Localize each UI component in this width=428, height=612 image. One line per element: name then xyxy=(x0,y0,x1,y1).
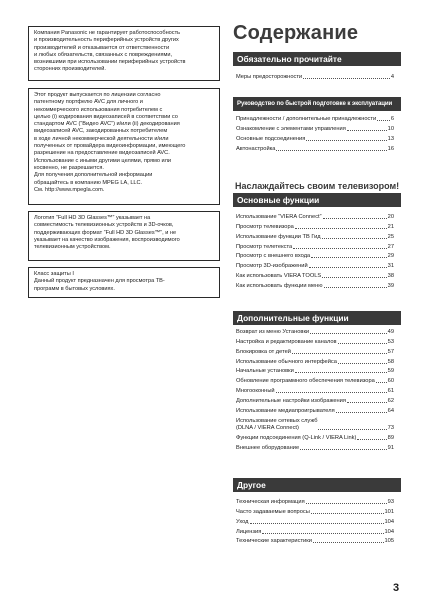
toc-quick-guide-list xyxy=(236,113,394,153)
3d-glasses-notice: Логотип “Full HD 3D Glasses™” указывает на совместимость телевизионных устройств и 3D-очков, поддерживающих формат “Full HD 3D Glasses™”, и не указывает на качество изображения, воспроизводимого телевизионным устройством. xyxy=(28,211,220,261)
toc-entry-label: Лицензия xyxy=(236,528,262,535)
toc-entry[interactable] xyxy=(236,516,394,526)
toc-entry-label: Просмотр с внешнего входа xyxy=(236,253,311,260)
toc-entry-label: Использование “VIERA Connect” xyxy=(236,213,322,220)
toc-entry[interactable] xyxy=(236,536,394,546)
toc-leader-dots xyxy=(347,130,387,131)
toc-entry-page: 20 xyxy=(387,213,394,220)
toc-entry-label: Просмотр телетекста xyxy=(236,243,293,250)
toc-entry[interactable] xyxy=(236,385,394,395)
toc-entry-page: 101 xyxy=(384,508,394,515)
toc-entry[interactable] xyxy=(236,133,394,143)
toc-entry[interactable] xyxy=(236,123,394,133)
toc-entry-label: Начальные установки xyxy=(236,368,294,375)
toc-entry[interactable] xyxy=(236,395,394,405)
section-heading-basic: Основные функции xyxy=(233,193,401,207)
enjoy-subheading: Наслаждайтесь своим телевизором! xyxy=(235,181,400,191)
toc-leader-dots xyxy=(311,513,384,514)
toc-entry-label: Использование функции ТВ Гид xyxy=(236,233,321,240)
toc-entry-label: Обновление программного обеспечения телевизора xyxy=(236,378,375,385)
section-heading-must-read: Обязательно прочитайте xyxy=(233,52,401,66)
toc-entry-label: Основные подсоединения xyxy=(236,135,306,142)
toc-entry[interactable] xyxy=(236,366,394,376)
toc-leader-dots xyxy=(306,503,387,504)
toc-entry-label: Технические характеристики xyxy=(236,538,312,545)
toc-entry-label: Ознакомление с элементами управления xyxy=(236,125,346,132)
toc-entry[interactable] xyxy=(236,71,394,81)
toc-entry[interactable] xyxy=(236,442,394,452)
toc-entry-label: Возврат из меню Установки xyxy=(236,328,310,335)
toc-leader-dots xyxy=(338,363,387,364)
toc-leader-dots xyxy=(309,267,387,268)
section-heading-advanced: Дополнительные функции xyxy=(233,311,401,325)
toc-entry-page: 64 xyxy=(387,408,394,415)
toc-entry-label: Принадлежности / дополнительные принадлежности xyxy=(236,115,377,122)
toc-entry-page: 73 xyxy=(387,425,394,432)
toc-entry[interactable] xyxy=(236,270,394,280)
toc-entry-label: Как использовать функции меню xyxy=(236,283,323,290)
toc-leader-dots xyxy=(276,392,387,393)
toc-entry-page: 60 xyxy=(387,378,394,385)
toc-leader-dots xyxy=(318,429,386,430)
toc-entry-page: 39 xyxy=(387,283,394,290)
toc-leader-dots xyxy=(250,523,384,524)
toc-entry-page: 59 xyxy=(387,368,394,375)
toc-leader-dots xyxy=(324,287,387,288)
toc-leader-dots xyxy=(322,277,386,278)
toc-leader-dots xyxy=(377,120,390,121)
toc-entry-page: 104 xyxy=(384,518,394,525)
toc-entry-page: 31 xyxy=(387,263,394,270)
toc-entry[interactable] xyxy=(236,231,394,241)
toc-entry[interactable] xyxy=(236,251,394,261)
toc-entry[interactable] xyxy=(236,241,394,251)
toc-entry-label: Меры предосторожности xyxy=(236,73,303,80)
toc-leader-dots xyxy=(310,333,387,334)
toc-entry-page: 91 xyxy=(387,444,394,451)
toc-entry-label: Автонастройка xyxy=(236,145,276,152)
section-heading-quick-guide: Руководство по быстрой подготовке к эксплуатации xyxy=(233,97,401,111)
toc-entry[interactable] xyxy=(236,211,394,221)
toc-entry[interactable] xyxy=(236,432,394,442)
toc-entry-page: 21 xyxy=(387,223,394,230)
toc-entry[interactable] xyxy=(236,356,394,366)
avc-license-notice: Этот продукт выпускается по лицензии согласно патентному портфелю AVC для личного и некоммерческого использования потребителем с целью (i) кодирования видеозаписей в соответствии со стандартом AVC (“Видео AVC”) и/или (ii) декодирования видеозаписей AVC, закодированных потребителем в ходе личной некоммерческой деятельности и/или полученных от провайдера видеоинформации, имеющего разрешение на предоставление видеозаписей AVC. Использование с иными другими целями, прямо или косвенно, не разрешается. Для получения дополнительной информации обращайтесь в компанию MPEG LA, LLC. См. http://www.mpegla.com. xyxy=(28,88,220,205)
toc-entry-page: 105 xyxy=(384,538,394,545)
toc-entry-page: 61 xyxy=(387,388,394,395)
toc-leader-dots xyxy=(376,382,387,383)
toc-leader-dots xyxy=(293,248,387,249)
toc-entry-page: 62 xyxy=(387,398,394,405)
toc-entry-label: Просмотр 3D-изображений xyxy=(236,263,308,270)
toc-leader-dots xyxy=(303,78,390,79)
toc-entry[interactable] xyxy=(236,506,394,516)
page-number: 3 xyxy=(393,582,400,594)
toc-entry-label: Дополнительные настройки изображения xyxy=(236,398,346,405)
toc-entry-page: 16 xyxy=(387,145,394,152)
toc-entry-label: Просмотр телевизора xyxy=(236,223,294,230)
toc-entry-label: Часто задаваемые вопросы xyxy=(236,508,310,515)
toc-entry[interactable] xyxy=(236,405,394,415)
toc-entry-label: Как использовать VIERA TOOLS xyxy=(236,273,322,280)
toc-entry-page: 49 xyxy=(387,328,394,335)
toc-entry-page: 38 xyxy=(387,273,394,280)
toc-leader-dots xyxy=(322,238,387,239)
toc-leader-dots xyxy=(276,150,386,151)
toc-entry-page: 25 xyxy=(387,233,394,240)
toc-entry-page: 13 xyxy=(387,135,394,142)
toc-entry[interactable] xyxy=(236,143,394,153)
toc-entry-page: 93 xyxy=(387,498,394,505)
toc-entry-label: Использование медиапроигрывателя xyxy=(236,408,335,415)
toc-entry-label: Блокировка от детей xyxy=(236,348,291,355)
toc-leader-dots xyxy=(336,412,387,413)
toc-leader-dots xyxy=(313,542,384,543)
toc-entry-page: 53 xyxy=(387,338,394,345)
toc-leader-dots xyxy=(347,402,387,403)
toc-advanced-list xyxy=(236,326,394,452)
toc-leader-dots xyxy=(323,218,387,219)
toc-entry-page: 104 xyxy=(384,528,394,535)
toc-leader-dots xyxy=(295,228,387,229)
toc-leader-dots xyxy=(311,257,386,258)
toc-must-read-list xyxy=(236,71,394,81)
toc-entry[interactable] xyxy=(236,375,394,385)
toc-entry-page: 6 xyxy=(390,115,394,122)
toc-entry[interactable] xyxy=(236,221,394,231)
toc-entry-label: Использование обычного интерфейса xyxy=(236,358,337,365)
page-title: Содержание xyxy=(233,22,359,44)
toc-leader-dots xyxy=(262,533,383,534)
toc-entry[interactable] xyxy=(236,496,394,506)
toc-entry[interactable] xyxy=(236,415,394,432)
toc-entry-page: 89 xyxy=(387,434,394,441)
toc-leader-dots xyxy=(295,372,387,373)
protection-class-notice: Класс защиты I Данный продукт предназначен для просмотра ТВ- программ в бытовых условиях. xyxy=(28,267,220,298)
toc-entry[interactable] xyxy=(236,280,394,290)
toc-entry[interactable] xyxy=(236,346,394,356)
toc-basic-list xyxy=(236,211,394,290)
toc-entry-label: Техническая информация xyxy=(236,498,305,505)
toc-entry[interactable] xyxy=(236,526,394,536)
toc-entry-page: 57 xyxy=(387,348,394,355)
toc-entry-label: Использование сетевых служб (DLNA / VIERA Connect) xyxy=(236,418,318,432)
toc-leader-dots xyxy=(292,353,387,354)
toc-leader-dots xyxy=(306,140,386,141)
toc-other-list xyxy=(236,496,394,545)
toc-entry-label: Многооконный xyxy=(236,388,275,395)
toc-entry[interactable] xyxy=(236,336,394,346)
toc-entry-page: 58 xyxy=(387,358,394,365)
toc-leader-dots xyxy=(300,449,387,450)
toc-entry-label: Настройка и редактирование каналов xyxy=(236,338,337,345)
toc-leader-dots xyxy=(357,439,386,440)
toc-entry-label: Функции подсоединения (Q-Link / VIERA Link) xyxy=(236,434,357,441)
toc-entry[interactable] xyxy=(236,260,394,270)
panasonic-notice: Компания Panasonic не гарантирует работоспособность и производительность периферийных устройств других производителей и отказывается от ответственности и любых обязательств, связанных с повреждениями, возникшими при использовании периферийных устройств сторонних производителей. xyxy=(28,26,220,81)
toc-entry-page: 27 xyxy=(387,243,394,250)
toc-entry[interactable] xyxy=(236,326,394,336)
toc-entry-page: 4 xyxy=(390,73,394,80)
toc-entry-label: Внешнее оборудование xyxy=(236,444,300,451)
toc-leader-dots xyxy=(338,343,387,344)
toc-entry-page: 29 xyxy=(387,253,394,260)
toc-entry-label: Уход xyxy=(236,518,249,525)
toc-entry[interactable] xyxy=(236,113,394,123)
toc-entry-page: 10 xyxy=(387,125,394,132)
section-heading-other: Другое xyxy=(233,478,401,492)
